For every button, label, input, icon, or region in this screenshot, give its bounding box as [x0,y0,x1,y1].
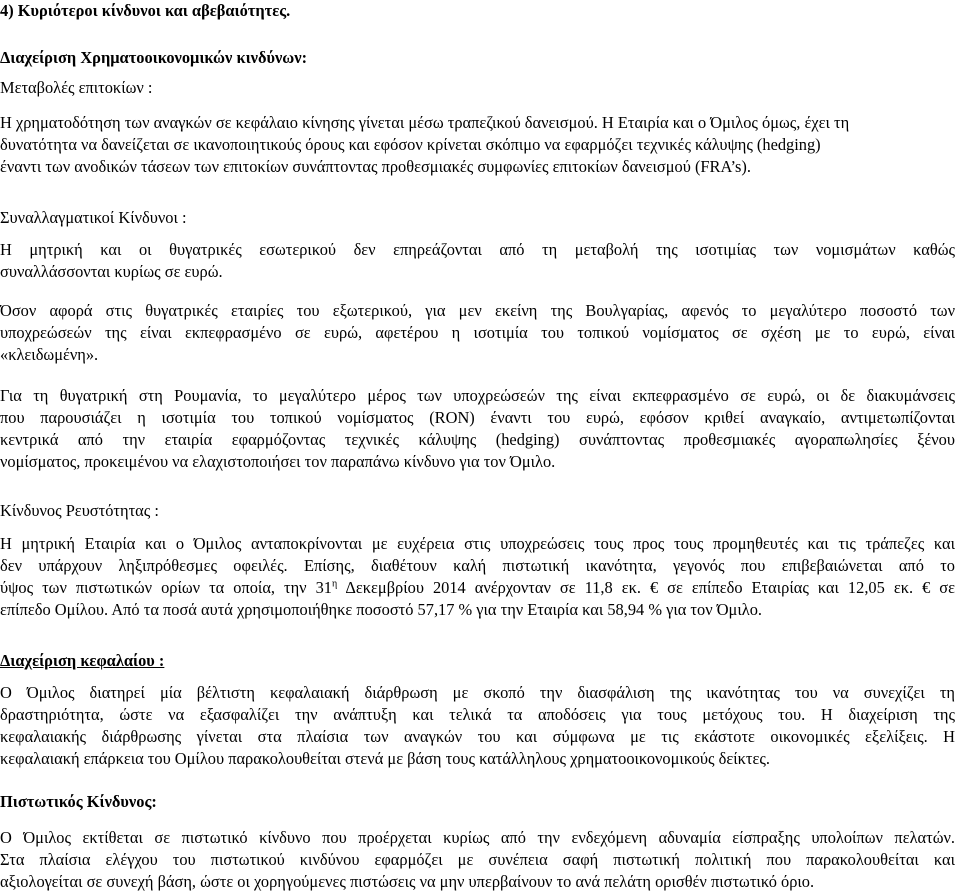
interest-line: Η χρηματοδότηση των αναγκών σε κεφάλαιο κίνησης γίνεται μέσω τραπεζικού δανεισμού. Η Εταιρία και ο Όμιλος όμως, έχει τη [0,113,850,132]
fx-p2-line: Όσον αφορά στις θυγατρικές εταιρίες του εξωτερικού, για μεν εκείνη της Βουλγαρίας, αφενός το μεγαλύτερο ποσοστό των [0,301,955,320]
liquidity-line: Η μητρική Εταιρία και ο Όμιλος ανταποκρίνονται με ευχέρεια στις υποχρεώσεις τους προς τους προμηθευτές και τις τράπεζες και [0,534,955,553]
capital-line: κεφαλαιακή επάρκεια του Ομίλου παρακολουθείται στενά με βάση τους κατάλληλους χρηματοοικονομικούς δείκτες. [0,749,770,768]
interest-line: δυνατότητα να δανείζεται σε ικανοποιητικούς όρους και εφόσον κρίνεται σκόπιμο να εφαρμόζει τεχνικές κάλυψης (hedging) [0,135,821,154]
liquidity-line: ύψος των πιστωτικών ορίων τα οποία, την $31^\eta$ Δεκεμβρίου 2014 ανέρχονταν σε 11,8 εκ. € σε επίπεδο Εταιρίας και 12,05 εκ. € σε [0,578,955,597]
fx-p2-line: «κλειδωμένη». [0,345,99,364]
fx-p2-line: υποχρεώσεών της είναι εκπεφρασμένο σε ευρώ, αφετέρου η ισοτιμία του τοπικού νομίσματος σε σχέση με το ευρώ, είναι [0,323,955,342]
interest-heading: Μεταβολές επιτοκίων : [0,78,153,97]
capital-line: Ο Όμιλος διατηρεί μία βέλτιστη κεφαλαιακή διάρθρωση με σκοπό την διασφάλιση της ικανότητας του να συνεχίζει τη [0,683,955,702]
capital-line: κεφαλαιακής διάρθρωσης γίνεται στα πλαίσια των αναγκών του και σύμφωνα με τις εκάστοτε οικονομικές εξελίξεις. Η [0,727,955,746]
liquidity-line: δεν υπάρχουν ληξιπρόθεσμες οφειλές. Επίσης, διαθέτουν καλή πιστωτική ικανότητα, γεγονός που επιβεβαιώνεται από το [0,556,955,575]
fx-p3-line: Για τη θυγατρική στη Ρουμανία, το μεγαλύτερο μέρος των υποχρεώσεών της είναι εκπεφρασμένο σε ευρώ, οι δε διακυμάνσεις [0,386,955,405]
fx-p3-line: που παρουσιάζει η ισοτιμία του τοπικού νομίσματος (RON) έναντι του ευρώ, εφόσον κριθεί αναγκαίο, αντιμετωπίζονται [0,408,955,427]
credit-line: αξιολογείται σε συνεχή βάση, ώστε οι χορηγούμενες πιστώσεις να μην υπερβαίνουν το ανά πελάτη ορισθέν πιστωτικό όριο. [0,872,815,891]
credit-line: Ο Όμιλος εκτίθεται σε πιστωτικό κίνδυνο που προέρχεται κυρίως από την ενδεχόμενη αδυναμία είσπραξης υπολοίπων πελατών. [0,828,955,847]
fx-p1-line: συναλλάσσονται κυρίως σε ευρώ. [0,262,223,281]
section-title: 4) Κυριότεροι κίνδυνοι και αβεβαιότητες. [0,1,291,20]
capital-heading: Διαχείριση κεφαλαίου : [0,651,165,670]
liquidity-heading: Κίνδυνος Ρευστότητας : [0,501,159,520]
fx-p1-line: Η μητρική και οι θυγατρικές εσωτερικού δεν επηρεάζονται από τη μεταβολή της ισοτιμίας των νομισμάτων καθώς [0,240,955,259]
liquidity-line: επίπεδο Ομίλου. Από τα ποσά αυτά χρησιμοποιήθηκε ποσοστό 57,17 % για την Εταιρία και 58,94 % για τον Όμιλο. [0,600,762,619]
fx-heading: Συναλλαγματικοί Κίνδυνοι : [0,208,187,227]
fx-p3-line: νομίσματος, προκειμένου να ελαχιστοποιήσει τον παραπάνω κίνδυνο για τον Όμιλο. [0,452,556,471]
interest-line: έναντι των ανοδικών τάσεων των επιτοκίων συνάπτοντας προθεσμιακές συμφωνίες επιτοκίων δανεισμού (FRA’s). [0,157,751,176]
financial-risks-heading: Διαχείριση Χρηματοοικονομικών κινδύνων: [0,48,308,67]
fx-p3-line: κεντρικά από την εταιρία εφαρμόζοντας τεχνικές κάλυψης (hedging) συνάπτοντας προθεσμιακές αγοραπωλησίες ξένου [0,430,955,449]
capital-line: δραστηριότητα, ώστε να εξασφαλίζει την ανάπτυξη και τελικά τα αποδόσεις για τους μετόχους του. Η διαχείριση της [0,705,955,724]
credit-heading: Πιστωτικός Κίνδυνος: [0,792,157,811]
credit-line: Στα πλαίσια ελέγχου του πιστωτικού κινδύνου εφαρμόζει με συνέπεια σαφή πιστωτική πολιτική που παρακολουθείται και [0,850,955,869]
